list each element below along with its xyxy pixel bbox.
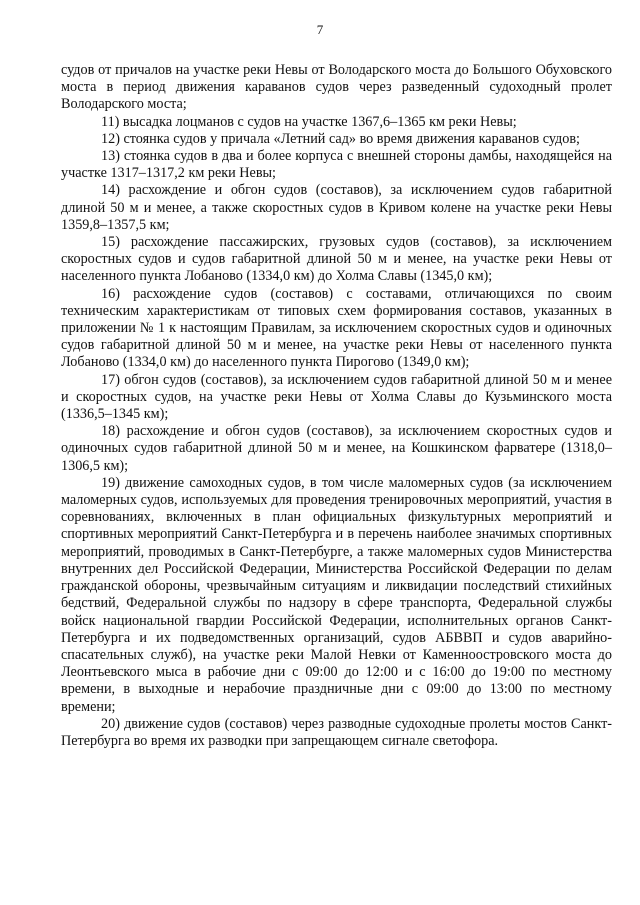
paragraph-item-11: 11) высадка лоцманов с судов на участке 1367,6–1365 км реки Невы; bbox=[101, 113, 517, 130]
paragraph-item-20: 20) движение судов (составов) через разводные судоходные пролеты мостов Санкт-Петербурга во время их разводки при запрещающем сигнале светофора. bbox=[61, 715, 612, 749]
paragraph-continuation: судов от причалов на участке реки Невы от Володарского моста до Большого Обуховского моста в период движения караванов судов через разведенный судоходный пролет Володарского моста; bbox=[61, 62, 612, 113]
paragraph-item-16: 16) расхождение судов (составов) с составами, отличающихся по своим техническим характеристикам от типовых схем формирования составов, указанных в приложении № 1 к настоящим Правилам, за исключением скоростных судов и одиночных судов габаритной длиной 50 м и менее, на участке реки Невы от населенного пункта Лобаново (1334,0 км) до населенного пункта Пирогово (1349,0 км); bbox=[61, 285, 612, 371]
paragraph-item-13: 13) стоянка судов в два и более корпуса с внешней стороны дамбы, находящейся на участке 1317–1317,2 км реки Невы; bbox=[61, 148, 612, 182]
page-number: 7 bbox=[316, 22, 324, 37]
paragraph-item-18: 18) расхождение и обгон судов (составов), за исключением скоростных судов и одиночных судов габаритной длиной 50 м и менее, на Кошкинском фарватере (1318,0–1306,5 км); bbox=[61, 423, 612, 474]
paragraph-item-19: 19) движение самоходных судов, в том числе маломерных судов (за исключением маломерных судов, используемых для проведения тренировочных мероприятий, участия в соревнованиях, включенных в план официальных физкультурных мероприятий и спортивных мероприятий Санкт-Петербурга и в перечень наиболее значимых спортивных мероприятий, проводимых в Санкт-Петербурге, а также маломерных судов Министерства внутренних дел Российской Федерации, Министерства Российской Федерации по делам гражданской обороны, чрезвычайным ситуациям и ликвидации последствий стихийных бедствий, Федеральной службы по надзору в сфере транспорта, Федеральной службы войск национальной гвардии Российской Федерации, исполнительных органов Санкт-Петербурга и их подведомственных организаций, судов АБВВП и судов аварийно-спасательных служб), на участке реки Малой Невки от Каменноостровского моста до Леонтьевского мыса в рабочие дни с 09:00 до 12:00 и с 16:00 до 19:00 по местному времени, в выходные и нерабочие праздничные дни с 09:00 до 13:00 по местному времени; bbox=[61, 474, 612, 715]
paragraph-item-15: 15) расхождение пассажирских, грузовых судов (составов), за исключением скоростных судов и судов габаритной длиной 50 м и менее, на участке реки Невы от населенного пункта Лобаново (1334,0 км) до Холма Славы (1345,0 км); bbox=[61, 234, 612, 285]
paragraph-item-17: 17) обгон судов (составов), за исключением судов габаритной длиной 50 м и менее и скоростных судов, на участке реки Невы от Холма Славы до Кузьминского моста (1336,5–1345 км); bbox=[61, 371, 612, 423]
paragraph-item-14: 14) расхождение и обгон судов (составов), за исключением судов габаритной длиной 50 м и менее, а также скоростных судов в Кривом колене на участке реки Невы 1359,8–1357,5 км; bbox=[61, 182, 612, 233]
paragraph-item-12: 12) стоянка судов у причала «Летний сад» во время движения караванов судов; bbox=[101, 130, 580, 147]
document-body bbox=[61, 62, 612, 750]
